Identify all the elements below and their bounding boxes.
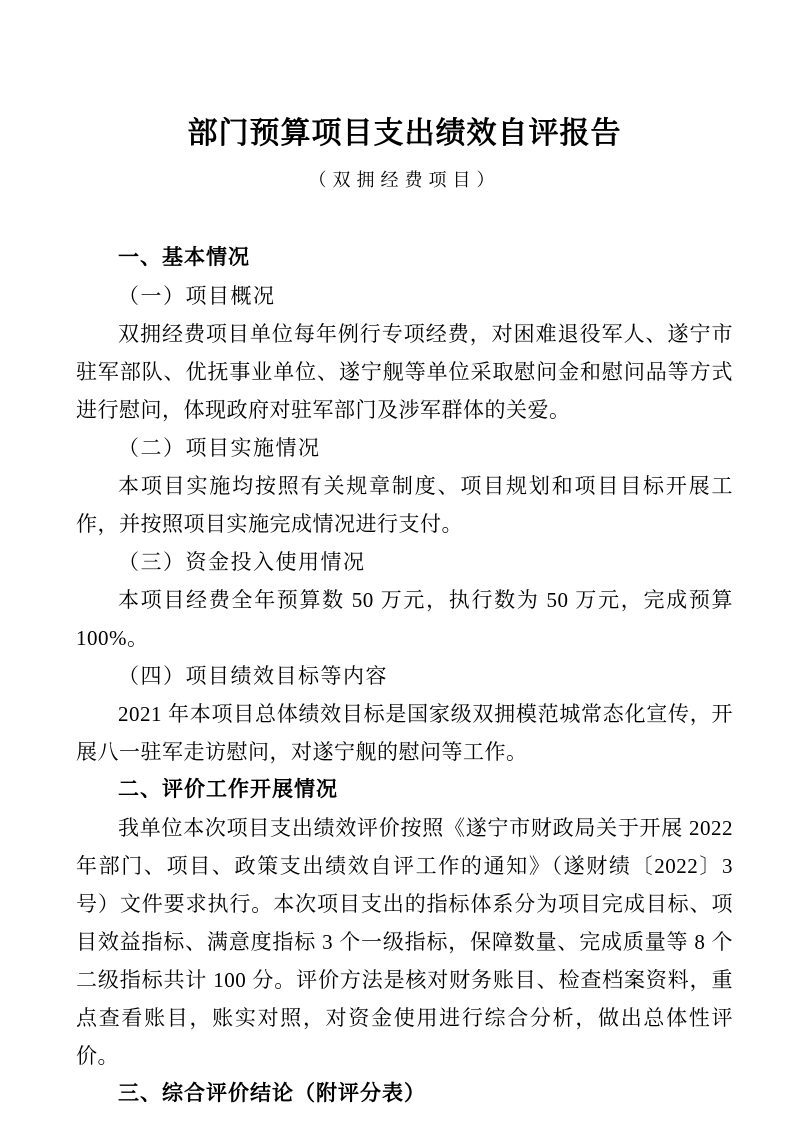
paragraph-project-overview: 双拥经费项目单位每年例行专项经费，对困难退役军人、遂宁市驻军部队、优抚事业单位、遂宁舰等单位采取慰问金和慰问品等方式进行慰问，体现政府对驻军部门及涉军群体的关爱。 (76, 322, 733, 422)
paragraph-funding-usage: 本项目经费全年预算数 50 万元，执行数为 50 万元，完成预算 100%。 (76, 588, 733, 650)
subsection-heading-performance-goals: （四）项目绩效目标等内容 (118, 664, 388, 688)
document-subtitle: （双拥经费项目） (308, 170, 501, 190)
section-heading-evaluation-work: 二、评价工作开展情况 (118, 778, 338, 801)
subsection-heading-project-overview: （一）项目概况 (118, 284, 276, 308)
document-title: 部门预算项目支出绩效自评报告 (187, 117, 622, 150)
paragraph-evaluation-work: 我单位本次项目支出绩效评价按照《遂宁市财政局关于开展 2022 年部门、项目、政策支出绩效自评工作的通知》（遂财绩〔2022〕3 号）文件要求执行。本次项目支出的指标体系分为项目完成目标、项目效益指标、满意度指标 3 个一级指标，保障数量、完成质量等 8 个二级指标共计 100 分。评价方法是核对财务账目、检查档案资料，重点查看账目，账实对照，对资金使用进行综合分析，做出总体性评价。 (76, 816, 733, 1068)
section-heading-overall-conclusion: 三、综合评价结论（附评分表） (118, 1082, 426, 1105)
section-heading-basic-info: 一、基本情况 (118, 246, 250, 269)
paragraph-implementation: 本项目实施均按照有关规章制度、项目规划和项目目标开展工作，并按照项目实施完成情况进行支付。 (76, 474, 733, 536)
subsection-heading-implementation: （二）项目实施情况 (118, 436, 321, 460)
subsection-heading-funding-usage: （三）资金投入使用情况 (118, 550, 366, 574)
paragraph-performance-goals: 2021 年本项目总体绩效目标是国家级双拥模范城常态化宣传，开展八一驻军走访慰问，对遂宁舰的慰问等工作。 (76, 702, 733, 764)
